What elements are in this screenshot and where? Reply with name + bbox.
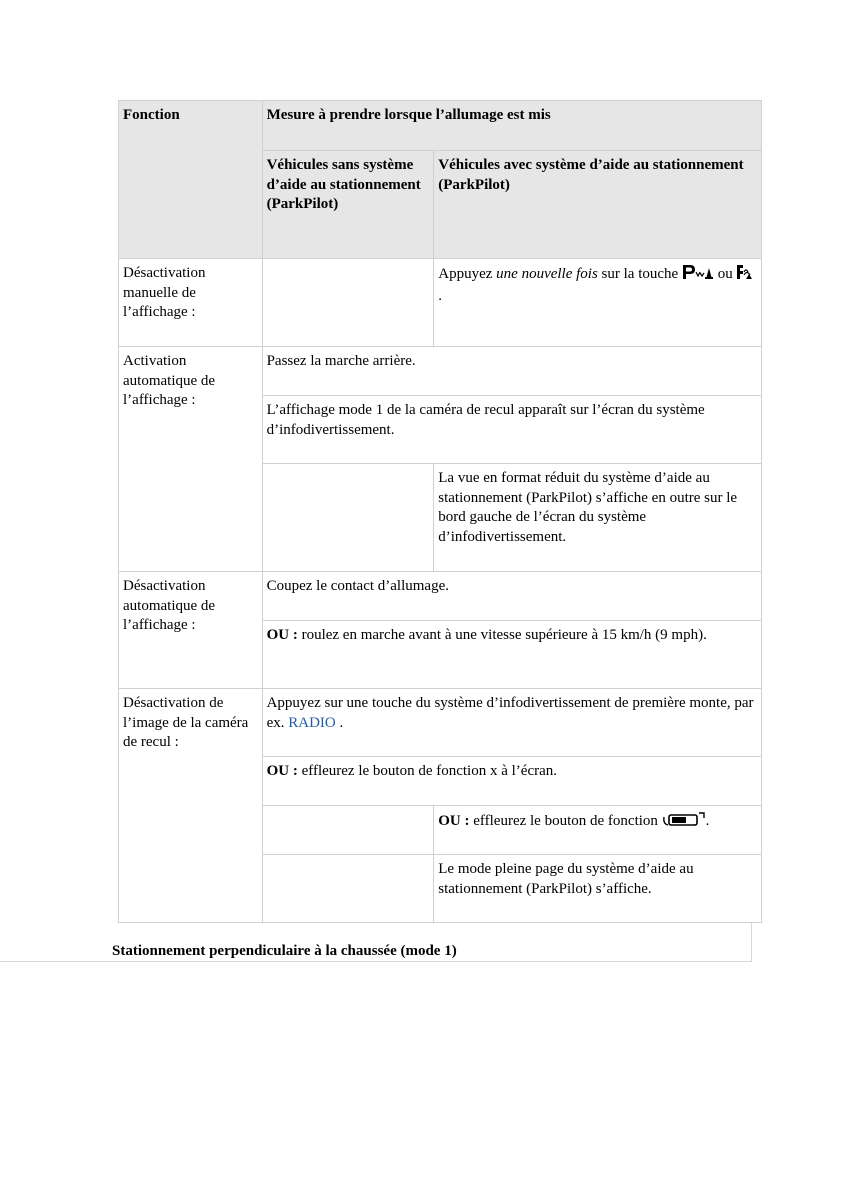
parking-sensor-icon [736, 264, 754, 287]
empty-cell [262, 855, 434, 923]
function-table [118, 100, 762, 923]
table-row [119, 347, 762, 396]
row-label-automatic-activation: Activation automatique de l’affichage : [119, 347, 263, 572]
automatic-activation-with-parkpilot: La vue en format réduit du système d’aide au stationnement (ParkPilot) s’affiche en outre sur le bord gauche de l’écran du système d’infodivertissement. [434, 464, 762, 572]
automatic-deactivation-step-1: Coupez le contact d’allumage. [262, 572, 761, 621]
camera-deactivation-with-parkpilot: OU : effleurez le bouton de fonction . [434, 806, 762, 855]
header-row-1 [119, 101, 762, 151]
header-without-parkpilot: Véhicules sans système d’aide au stationnement (ParkPilot) [262, 151, 434, 259]
empty-cell [262, 259, 434, 347]
automatic-activation-step-1: Passez la marche arrière. [262, 347, 761, 396]
empty-cell [262, 464, 434, 572]
camera-deactivation-step-1: Appuyez sur une touche du système d’infodivertissement de première monte, par ex. RADIO . [262, 689, 761, 757]
camera-deactivation-full-page: Le mode pleine page du système d’aide au stationnement (ParkPilot) s’affiche. [434, 855, 762, 923]
section-heading: Stationnement perpendiculaire à la chaussée (mode 1) [112, 943, 457, 959]
empty-cell [262, 806, 434, 855]
table-row [119, 689, 762, 757]
row-label-automatic-deactivation: Désactivation automatique de l’affichage : [119, 572, 263, 689]
camera-deactivation-step-2: OU : effleurez le bouton de fonction x à l’écran. [262, 757, 761, 806]
divider-horizontal [0, 961, 752, 962]
header-with-parkpilot: Véhicules avec système d’aide au stationnement (ParkPilot) [434, 151, 762, 259]
parkpilot-p-icon [682, 264, 714, 287]
manual-deactivation-with-parkpilot: Appuyez une nouvelle fois sur la touche ou . [434, 259, 762, 347]
row-label-manual-deactivation: Désactivation manuelle de l’affichage : [119, 259, 263, 347]
table-row [119, 572, 762, 621]
header-function: Fonction [119, 101, 263, 259]
divider-vertical [751, 922, 752, 962]
radio-link[interactable]: RADIO [288, 714, 336, 731]
header-measure: Mesure à prendre lorsque l’allumage est mis [262, 101, 761, 151]
table-row [119, 259, 762, 347]
automatic-activation-step-2: L’affichage mode 1 de la caméra de recul apparaît sur l’écran du système d’infodivertissement. [262, 396, 761, 464]
rear-view-camera-icon [662, 811, 706, 834]
automatic-deactivation-step-2: OU : roulez en marche avant à une vitesse supérieure à 15 km/h (9 mph). [262, 621, 761, 689]
row-label-camera-deactivation: Désactivation de l’image de la caméra de recul : [119, 689, 263, 923]
